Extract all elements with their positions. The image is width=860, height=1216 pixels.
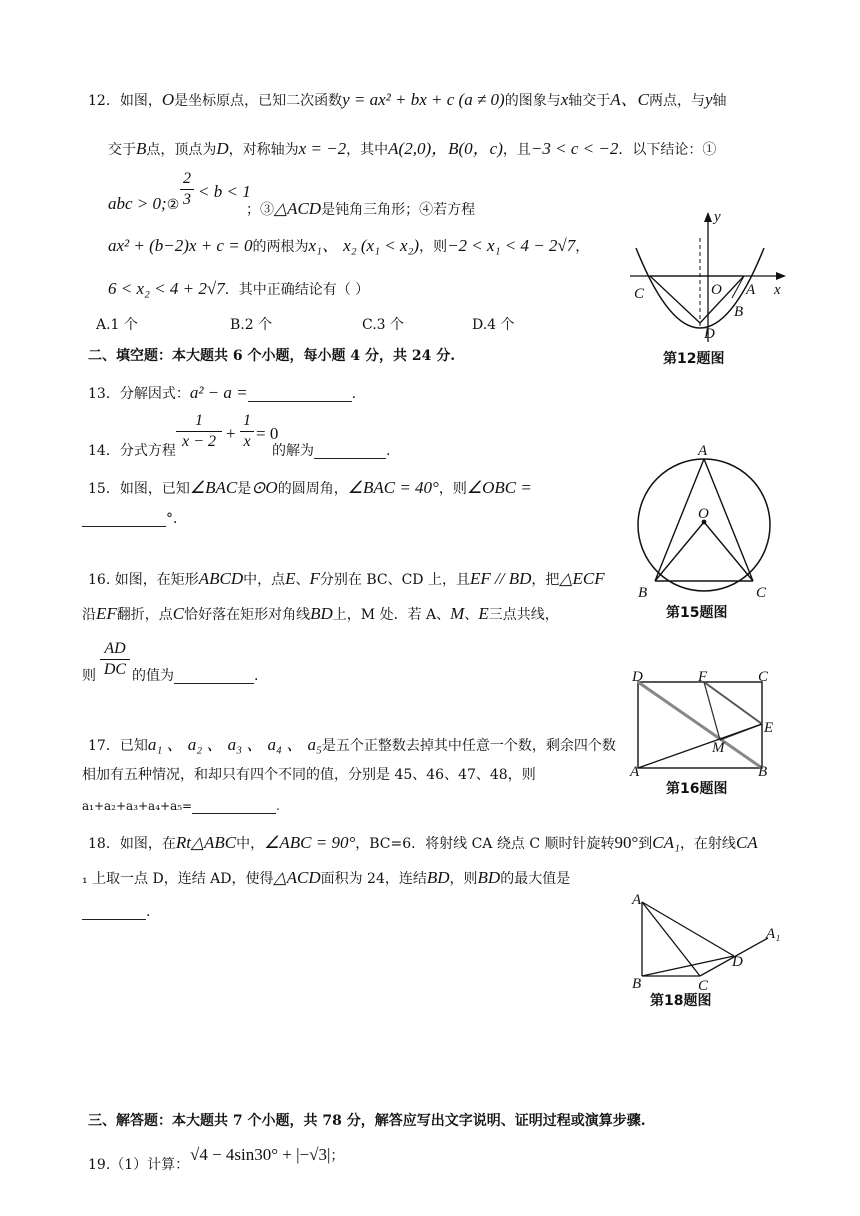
circle-o [638, 459, 770, 591]
segment-ob [655, 522, 704, 581]
segment-ac [704, 459, 753, 581]
q12-fig-caption: 第12题图 [663, 351, 725, 367]
q12-line5: 6 < x₂ < 4 + 2√7．其中正确结论有（ ） [108, 279, 370, 298]
segment-oc [704, 522, 753, 581]
segment-bd [642, 956, 734, 976]
x-axis-arrow [776, 272, 786, 280]
q18-line1: 18．如图，在Rt△ABC中，∠ABC = 90°，BC=6．将射线 CA 绕点 C 顺时针旋转90°到CA₁，在射线CA [88, 833, 758, 852]
q12-line2: 交于B点，顶点为D，对称轴为x = −2，其中A(2,0)，B(0，c)，且−3 < c < −2．以下结论：① [108, 139, 717, 158]
section2-heading: 二、填空题：本大题共 6 个小题，每小题 4 分，共 24 分. [88, 348, 456, 364]
q12-option-b: B.2 个 [230, 317, 273, 333]
label-b: B [638, 585, 648, 600]
label-c: C [758, 670, 769, 685]
q19-expr: √4 − 4sin30° + |−√3|； [190, 1145, 345, 1164]
label-a: A [630, 764, 640, 778]
y-axis-arrow [704, 212, 712, 222]
q17-line1: 17．已知a₁ 、 a₂ 、 a₃ 、 a₄ 、 a₅是五个正整数去掉其中任意一个数，剩余四个数 [88, 735, 616, 754]
q14-prefix: 14．分式方程 [88, 443, 176, 459]
q17-line3: a₁+a₂+a₃+a₄+a₅= . [82, 799, 280, 813]
q16-line3b: 的值为 . [132, 668, 259, 684]
q12-line3c: ；③△ACD是钝角三角形；④若方程 [246, 199, 476, 218]
q15-fig-caption: 第15题图 [666, 605, 728, 621]
q12-line4: ax² + (b−2)x + c = 0的两根为x₁、 x₂ (x₁ < x₂)，则−2 < x₁ < 4 − 2√7， [108, 236, 590, 255]
label-e: E [764, 720, 774, 736]
q18-figure [628, 890, 786, 992]
q12-option-c: C.3 个 [362, 317, 405, 333]
q15-line1: 15．如图，已知∠BAC是⊙O的圆周角，∠BAC = 40°，则∠OBC = [88, 478, 532, 497]
q16-figure [628, 670, 776, 778]
q14-fraction-2: 1 x [240, 412, 254, 451]
label-a: A [746, 282, 756, 298]
q17-line2: 相加有五种情况，和却只有四个不同的值，分别是 45、46、47、48，则 [82, 767, 536, 783]
q12-line1: 12．如图，O是坐标原点，已知二次函数y = ax² + bx + c (a ≠ 0)的图象与x轴交于A、C两点，与y轴 [88, 90, 727, 109]
q18-fig-caption: 第18题图 [650, 993, 712, 1009]
q19-prefix: 19.（1）计算： [88, 1157, 190, 1173]
label-m: M [712, 740, 725, 756]
q12-fraction: 2 3 [180, 170, 194, 209]
q16-line1: 16. 如图，在矩形ABCD中，点E、F分别在 BC、CD 上，且EF // BD，把△ECF [88, 569, 605, 588]
segment-ab [655, 459, 704, 581]
q13: 13．分解因式：a² − a = . [88, 383, 357, 402]
label-o: O [698, 506, 709, 522]
label-b: B [734, 304, 744, 320]
segment-ef [704, 682, 762, 724]
label-x: x [774, 282, 781, 298]
q14-tail: 的解为 . [272, 443, 391, 459]
q16-line3a: 则 [82, 668, 96, 684]
q15-line2: °． [82, 509, 187, 529]
label-a: A [632, 892, 642, 908]
label-c: C [634, 286, 645, 302]
q12-line3b: < b < 1 [198, 182, 251, 201]
diagonal-bd [638, 682, 762, 768]
label-d: D [632, 670, 643, 685]
segment-ad [642, 902, 734, 956]
label-b: B [758, 764, 768, 778]
label-a1: A₁ [766, 926, 781, 942]
label-d: D [732, 954, 743, 970]
q12-figure [624, 208, 792, 344]
label-d: D [704, 326, 715, 342]
label-c: C [756, 585, 767, 600]
q18-line3: . [82, 902, 150, 922]
label-o: O [711, 282, 722, 298]
q14-plus: + [226, 424, 236, 443]
q16-line2: 沿EF翻折，点C恰好落在矩形对角线BD上，M 处．若 A、M、E三点共线， [82, 604, 559, 623]
q18-line2: ₁ 上取一点 D，连结 AD，使得△ACD面积为 24，连结BD，则BD的最大值是 [82, 868, 571, 887]
label-a: A [698, 443, 708, 459]
q16-fraction: AD DC [100, 640, 130, 679]
segment-ae [638, 724, 762, 768]
q15-figure [632, 440, 778, 600]
q12-option-d: D.4 个 [472, 317, 515, 333]
label-f: F [698, 670, 708, 685]
q16-fig-caption: 第16题图 [666, 781, 728, 797]
section3-heading: 三、解答题：本大题共 7 个小题，共 78 分，解答应写出文字说明、证明过程或演算步骤. [88, 1113, 646, 1129]
label-b: B [632, 976, 642, 992]
q14-eq: = 0 [256, 424, 279, 443]
q14-fraction-1: 1 x − 2 [176, 412, 222, 451]
q12-option-a: A.1 个 [96, 317, 138, 333]
label-c: C [698, 978, 709, 992]
q12-line3a: abc > 0;② [108, 194, 180, 213]
label-y: y [714, 209, 721, 225]
